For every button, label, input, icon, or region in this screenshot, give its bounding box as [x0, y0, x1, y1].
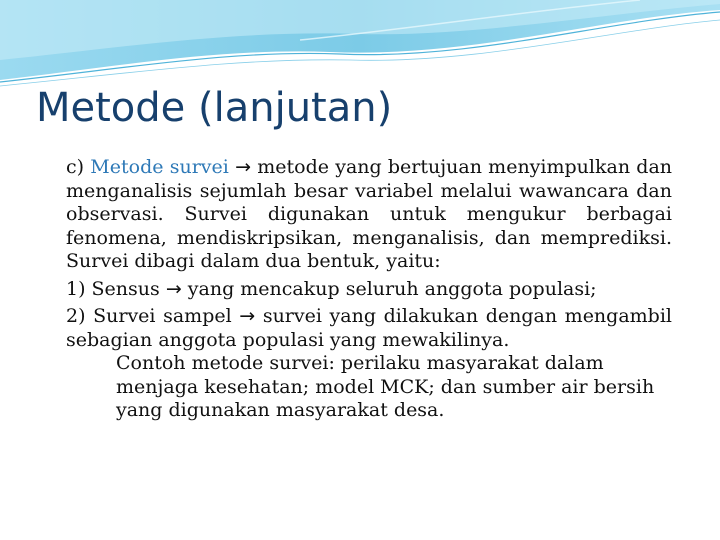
slide-body	[66, 156, 672, 423]
paragraph-text: metode yang bertujuan menyimpulkan dan menganalisis sejumlah besar variabel melalui wawancara dan observasi. Survei digunakan untuk mengukur berbagai fenomena, mendiskripsikan, menganalisis, dan memprediksi. Survei dibagi dalam dua bentuk, yaitu:	[66, 156, 673, 272]
item-prefix: c)	[66, 156, 91, 178]
item-prefix: 1) Sensus	[66, 277, 166, 300]
list-item-sensus	[66, 278, 672, 302]
item-text: yang mencakup seluruh anggota populasi;	[181, 277, 597, 300]
decorative-wave-band	[0, 0, 720, 90]
term-metode-survei: Metode survei	[90, 156, 229, 178]
list-item-survei-sampel	[66, 305, 672, 352]
arrow-icon: →	[235, 156, 251, 178]
arrow-icon: →	[165, 277, 182, 300]
arrow-icon: →	[239, 305, 256, 327]
slide-title: Metode (lanjutan)	[36, 85, 393, 131]
paragraph-metode-survei	[66, 156, 672, 274]
item-prefix: 2) Survei sampel	[66, 305, 240, 327]
item-text: survei yang dilakukan dengan mengambil sebagian anggota populasi yang mewakilinya.	[66, 305, 672, 351]
example-paragraph: Contoh metode survei: perilaku masyarakat dalam menjaga kesehatan; model MCK; dan sumber air bersih yang digunakan masyarakat desa.	[116, 352, 655, 421]
